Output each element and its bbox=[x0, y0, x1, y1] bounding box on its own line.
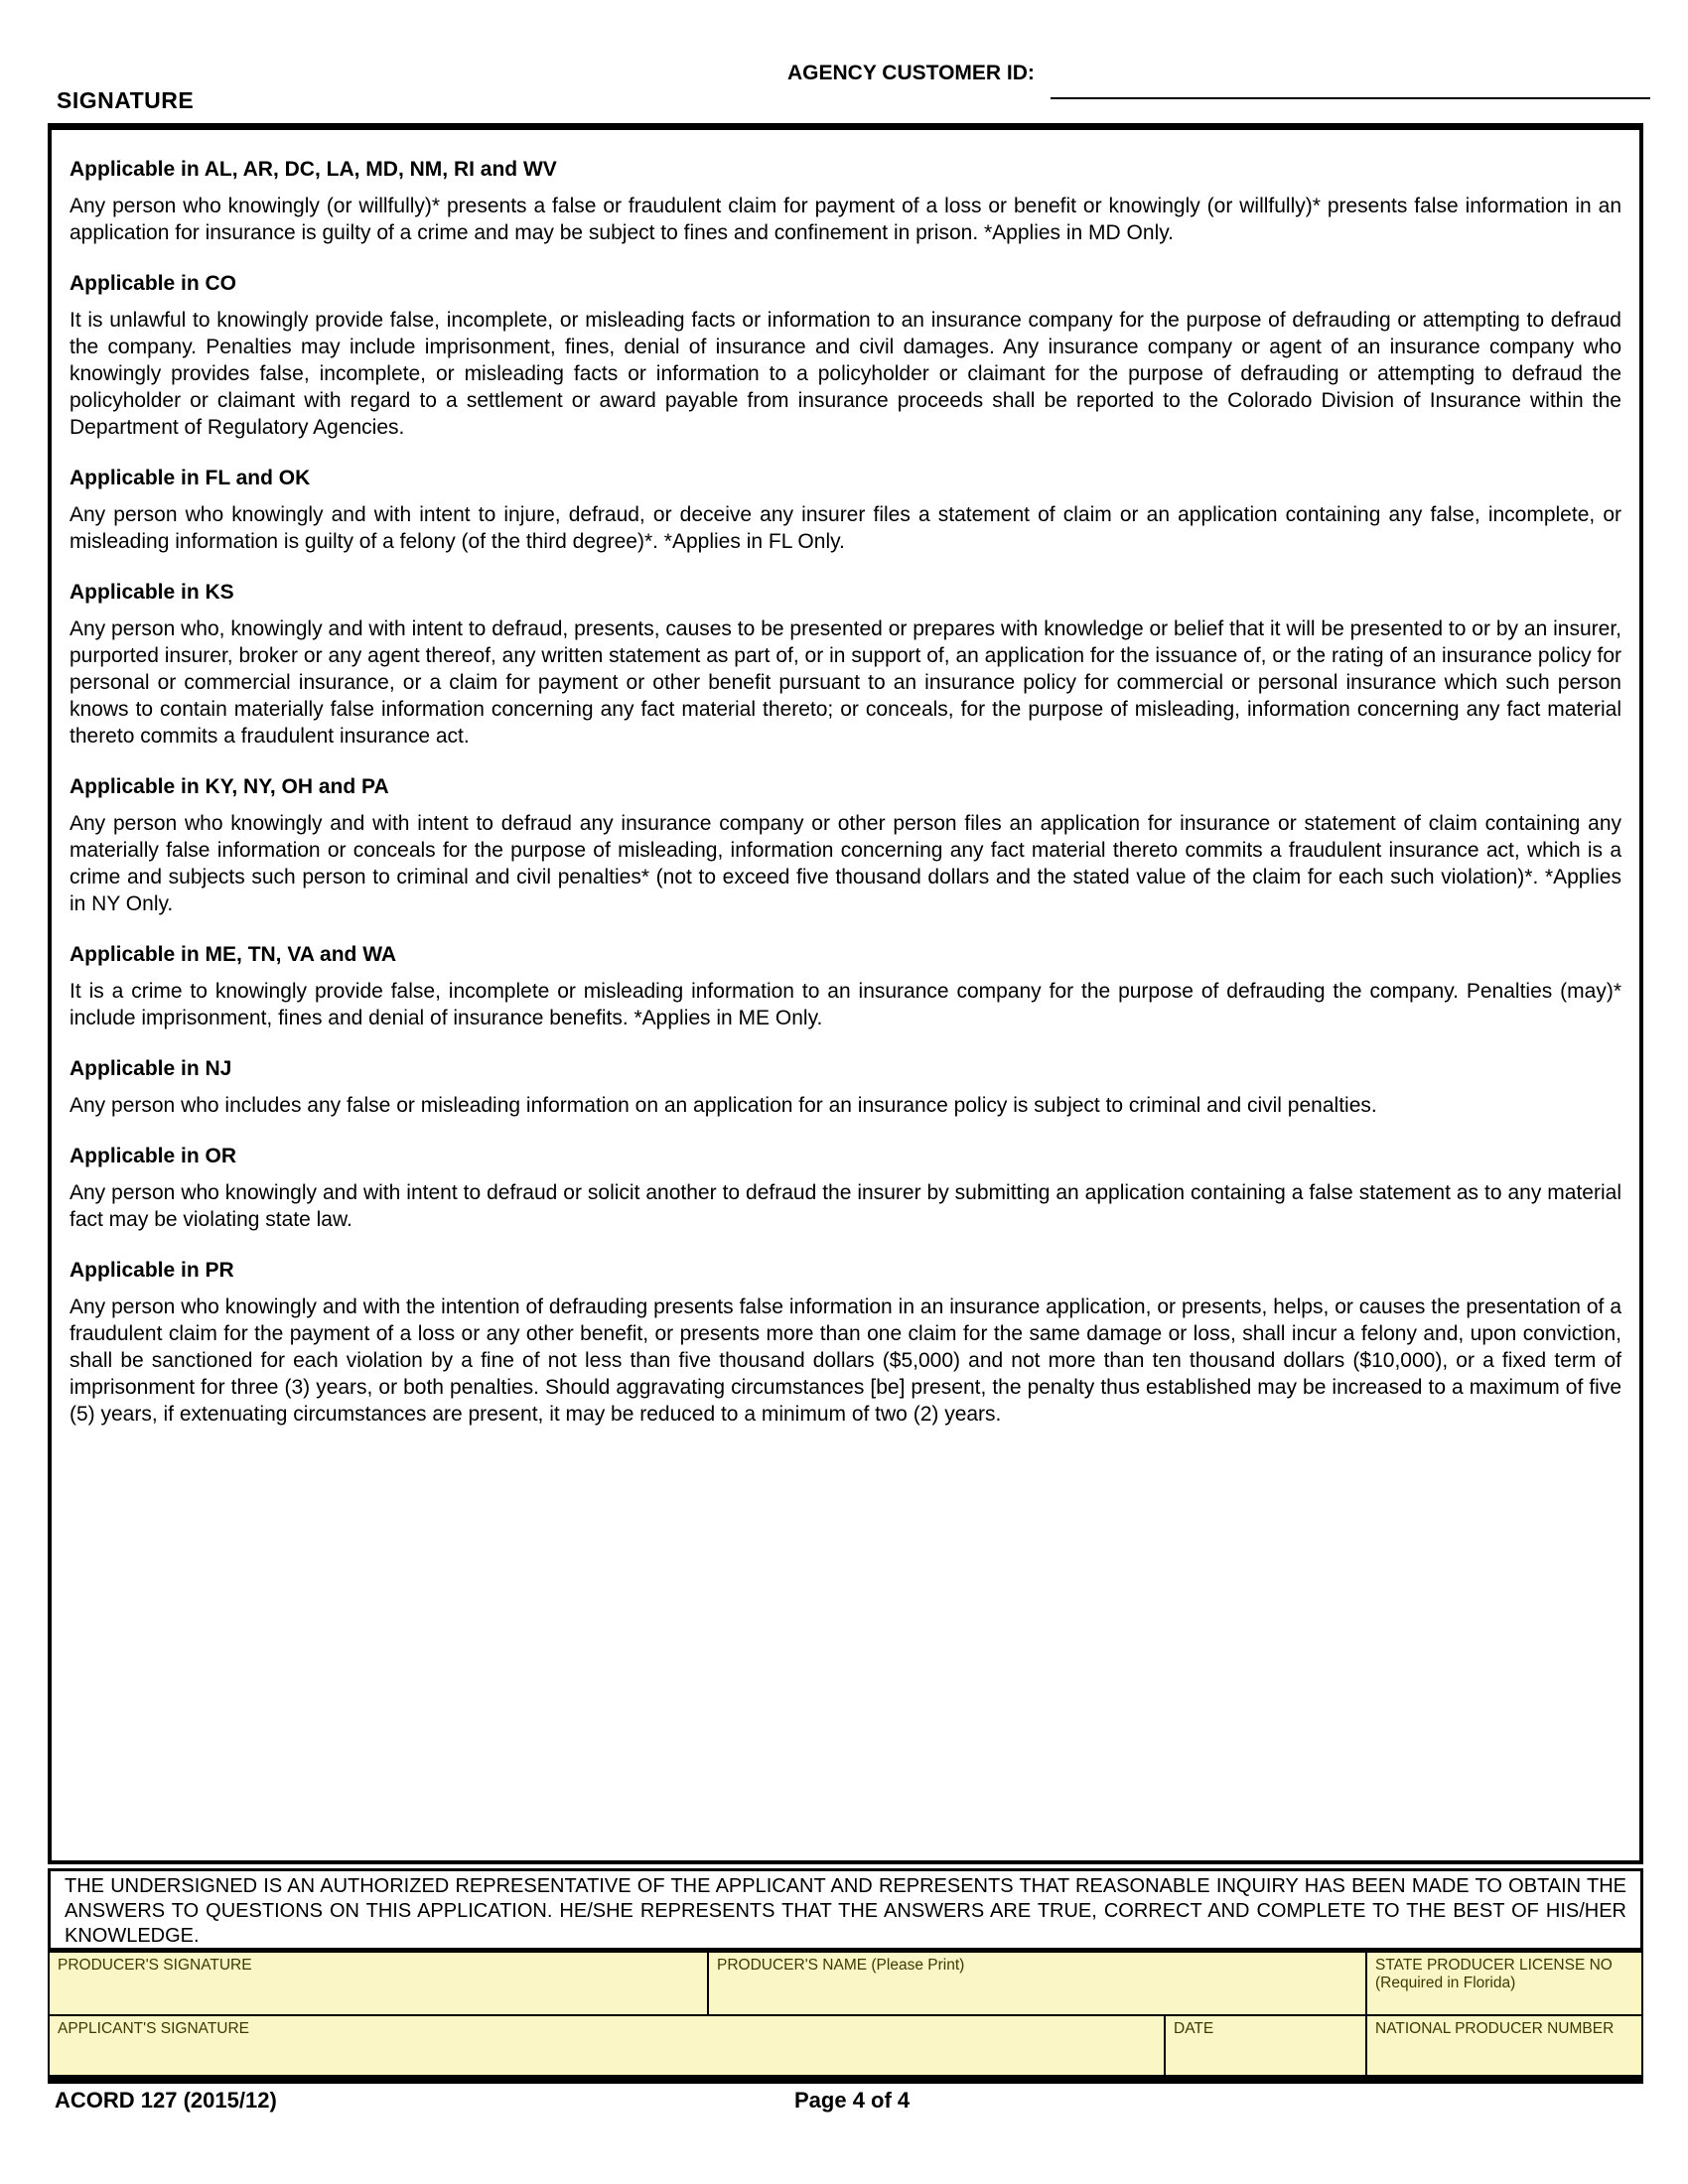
fraud-section-heading: Applicable in CO bbox=[70, 272, 237, 295]
fraud-section-heading: Applicable in OR bbox=[70, 1145, 237, 1167]
national-producer-number-field[interactable] bbox=[1365, 2016, 1641, 2075]
fraud-section-body: Any person who knowingly and with intent to defraud any insurance company or other person files an application for insurance or statement of claim containing any materially false information or conceals for the purpose of misleading, information concerning any fact material thereto commits a fraudulent insurance act, which is a crime and subjects such person to criminal and civil penalties* (not to exceed five thousand dollars and the stated value of the claim for each such violation)*. *Applies in NY Only. bbox=[70, 812, 1621, 915]
fraud-section bbox=[70, 775, 1621, 917]
fraud-section-body: Any person who knowingly and with intent to injure, defraud, or deceive any insurer files a statement of claim or an application containing any false, incomplete, or misleading information is guilty of a felony (of the third degree)*. *Applies in FL Only. bbox=[70, 503, 1621, 553]
fraud-section-heading: Applicable in ME, TN, VA and WA bbox=[70, 943, 397, 966]
fraud-section-heading: Applicable in NJ bbox=[70, 1057, 232, 1080]
date-field[interactable] bbox=[1164, 2016, 1365, 2075]
fraud-section-body: Any person who knowingly and with the intention of defrauding presents false information in an insurance application, or presents, helps, or causes the presentation of a fraudulent claim for the payment of a loss or any other benefit, or presents more than one claim for the same damage or loss, shall incur a felony and, upon conviction, shall be sanctioned for each violation by a fine of not less than five thousand dollars ($5,000) and not more than ten thousand dollars ($10,000), or a fixed term of imprisonment for three (3) years, or both penalties. Should aggravating circumstances [be] present, the penalty thus established may be increased to a maximum of five (5) years, if extenuating circumstances are present, it may be reduced to a minimum of two (2) years. bbox=[70, 1296, 1621, 1426]
fraud-section-body: Any person who, knowingly and with intent to defraud, presents, causes to be presented or prepares with knowledge or belief that it will be presented to or by an insurer, purported insurer, broker or any agent thereof, any written statement as part of, or in support of, an application for the issuance of, or the rating of an insurance policy for personal or commercial insurance, or a claim for payment or other benefit pursuant to an insurance policy for commercial or personal insurance which such person knows to contain materially false information concerning any fact material thereto; or conceals, for the purpose of misleading, information concerning any fact material thereto commits a fraudulent insurance act. bbox=[70, 617, 1621, 748]
national-producer-number-label: NATIONAL PRODUCER NUMBER bbox=[1375, 2020, 1615, 2037]
fraud-section bbox=[70, 1259, 1621, 1428]
fraud-section bbox=[70, 1145, 1621, 1233]
signature-row-producer bbox=[50, 1953, 1641, 2014]
undersigned-disclaimer: THE UNDERSIGNED IS AN AUTHORIZED REPRESENTATIVE OF THE APPLICANT AND REPRESENTS THAT REASONABLE INQUIRY HAS BEEN MADE TO OBTAIN THE ANSWERS TO QUESTIONS ON THIS APPLICATION. HE/SHE REPRESENTS THAT THE ANSWERS ARE TRUE, CORRECT AND COMPLETE TO THE BEST OF HIS/HER KNOWLEDGE. bbox=[48, 1868, 1643, 1951]
producers-signature-field[interactable] bbox=[50, 1953, 707, 2014]
fraud-section-body: Any person who knowingly (or willfully)* presents a false or fraudulent claim for payment of a loss or benefit or knowingly (or willfully)* presents false information in an application for insurance is guilty of a crime and may be subject to fines and confinement in prison. *Applies in MD Only. bbox=[70, 195, 1621, 244]
producers-name-label: PRODUCER'S NAME (Please Print) bbox=[717, 1957, 965, 1974]
agency-customer-id-label: AGENCY CUSTOMER ID: bbox=[787, 62, 1035, 84]
fraud-section bbox=[70, 581, 1621, 750]
fraud-section-heading: Applicable in KY, NY, OH and PA bbox=[70, 775, 389, 798]
applicants-signature-field[interactable] bbox=[50, 2016, 1164, 2075]
fraud-section bbox=[70, 158, 1621, 246]
producers-signature-label: PRODUCER'S SIGNATURE bbox=[58, 1957, 252, 1974]
state-producer-license-sublabel: (Required in Florida) bbox=[1375, 1975, 1516, 1991]
agency-customer-id-input[interactable] bbox=[1051, 97, 1650, 99]
fraud-section bbox=[70, 272, 1621, 441]
page-indicator: Page 4 of 4 bbox=[794, 2088, 911, 2113]
fraud-section-body: It is unlawful to knowingly provide false, incomplete, or misleading facts or information to an insurance company for the purpose of defrauding or attempting to defraud the company. Penalties may include imprisonment, fines, denial of insurance and civil damages. Any insurance company or agent of an insurance company who knowingly provides false, incomplete, or misleading facts or information to a policyholder or claimant for the purpose of defrauding or attempting to defraud the policyholder or claimant with regard to a settlement or award payable from insurance proceeds shall be reported to the Colorado Division of Insurance within the Department of Regulatory Agencies. bbox=[70, 309, 1621, 439]
form-number: ACORD 127 (2015/12) bbox=[55, 2088, 277, 2113]
state-producer-license-field[interactable] bbox=[1365, 1953, 1641, 2014]
state-producer-license-label: STATE PRODUCER LICENSE NO bbox=[1375, 1957, 1613, 1974]
fraud-section bbox=[70, 943, 1621, 1031]
date-label: DATE bbox=[1174, 2020, 1214, 2037]
fraud-warnings-box bbox=[48, 123, 1643, 1864]
fraud-section-heading: Applicable in KS bbox=[70, 581, 234, 604]
fraud-section-body: Any person who knowingly and with intent to defraud or solicit another to defraud the insurer by submitting an application containing a false statement as to any material fact may be violating state law. bbox=[70, 1181, 1621, 1231]
fraud-section-body: Any person who includes any false or misleading information on an application for an insurance policy is subject to criminal and civil penalties. bbox=[70, 1094, 1377, 1117]
signature-table bbox=[48, 1951, 1643, 2077]
applicants-signature-label: APPLICANT'S SIGNATURE bbox=[58, 2020, 250, 2037]
fraud-section-body: It is a crime to knowingly provide false, incomplete or misleading information to an insurance company for the purpose of defrauding the company. Penalties (may)* include imprisonment, fines and denial of insurance benefits. *Applies in ME Only. bbox=[70, 980, 1621, 1029]
fraud-section-heading: Applicable in PR bbox=[70, 1259, 234, 1282]
fraud-section bbox=[70, 1057, 1621, 1119]
form-bottom-rule bbox=[48, 2077, 1643, 2084]
producers-name-field[interactable] bbox=[707, 1953, 1365, 2014]
page-title: SIGNATURE bbox=[57, 87, 195, 113]
signature-row-applicant bbox=[50, 2014, 1641, 2075]
fraud-section-heading: Applicable in FL and OK bbox=[70, 467, 311, 489]
fraud-section bbox=[70, 467, 1621, 555]
fraud-section-heading: Applicable in AL, AR, DC, LA, MD, NM, RI and WV bbox=[70, 158, 557, 181]
